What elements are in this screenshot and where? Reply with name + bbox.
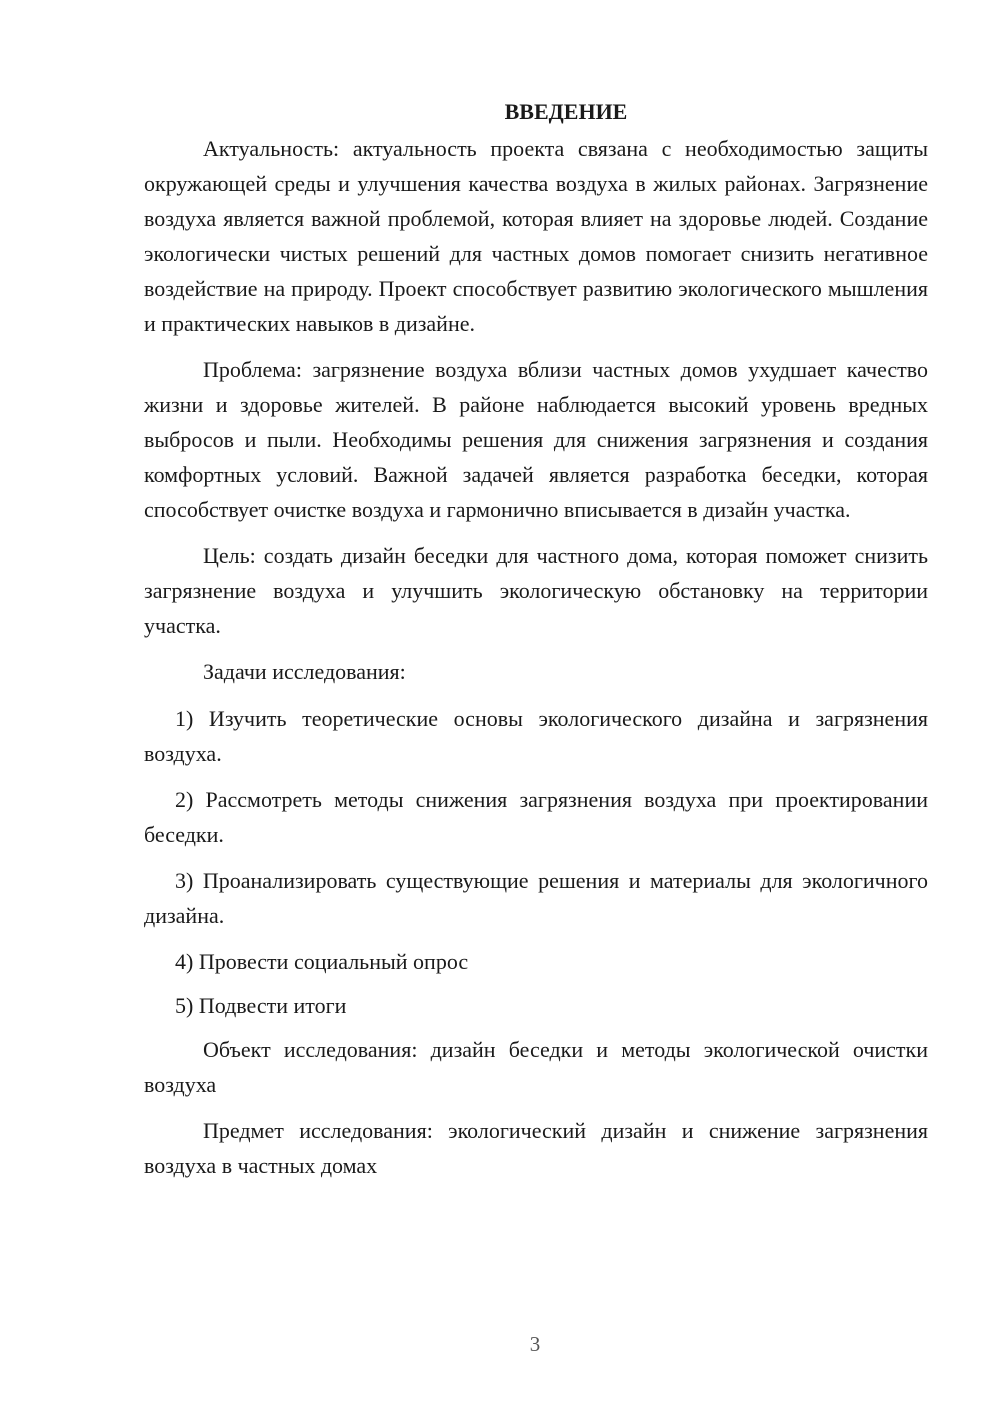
paragraph-object: Объект исследования: дизайн беседки и методы экологической очистки воздуха: [144, 1037, 928, 1097]
task-item: 2) Рассмотреть методы снижения загрязнения воздуха при проектировании беседки.: [144, 787, 928, 847]
task-item: 3) Проанализировать существующие решения и материалы для экологичного дизайна.: [144, 868, 928, 928]
paragraph-subject: Предмет исследования: экологический дизайн и снижение загрязнения воздуха в частных домах: [144, 1118, 928, 1178]
task-item: 4) Провести социальный опрос: [175, 949, 469, 974]
task-item: 1) Изучить теоретические основы экологического дизайна и загрязнения воздуха.: [144, 706, 928, 766]
task-item: 5) Подвести итоги: [175, 993, 347, 1018]
tasks-heading: Задачи исследования:: [203, 659, 406, 684]
page-number: 3: [529, 1332, 541, 1356]
paragraph-relevance: Актуальность: актуальность проекта связана с необходимостью защиты окружающей среды и улучшения качества воздуха в жилых районах. Загрязнение воздуха является важной проблемой, которая влияет на здоровье людей. Создание экологически чистых решений для частных домов помогает снизить негативное воздействие на природу. Проект способствует развитию экологического мышления и практических навыков в дизайне.: [144, 136, 928, 336]
paragraph-goal: Цель: создать дизайн беседки для частного дома, которая поможет снизить загрязнение воздуха и улучшить экологическую обстановку на территории участка.: [144, 543, 928, 638]
paragraph-problem: Проблема: загрязнение воздуха вблизи частных домов ухудшает качество жизни и здоровье жителей. В районе наблюдается высокий уровень вредных выбросов и пыли. Необходимы решения для снижения загрязнения и создания комфортных условий. Важной задачей является разработка беседки, которая способствует очистке воздуха и гармонично вписывается в дизайн участка.: [144, 357, 928, 522]
section-title: ВВЕДЕНИЕ: [504, 99, 628, 124]
page-content: [144, 94, 928, 1194]
